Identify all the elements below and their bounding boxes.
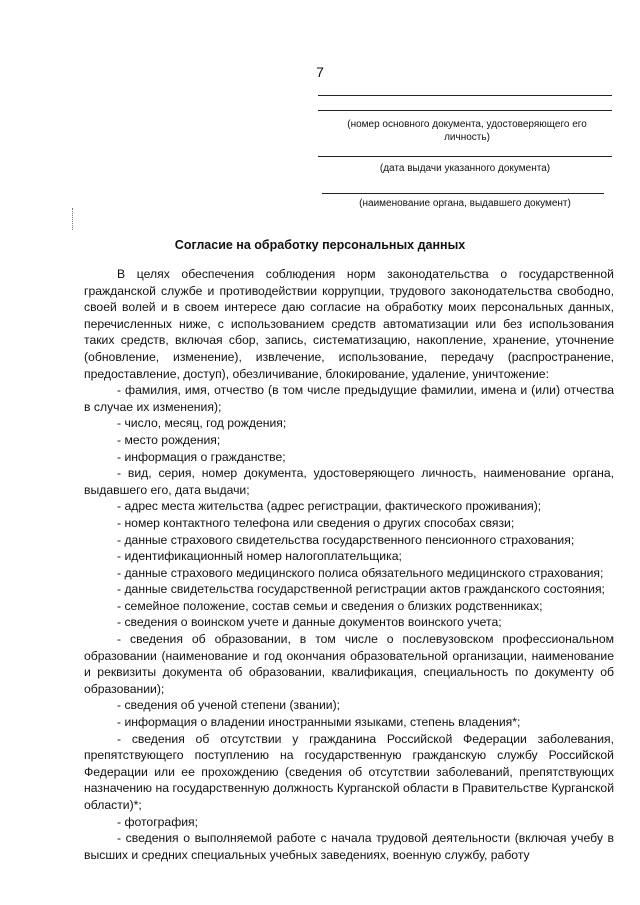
data-items-list	[84, 382, 614, 863]
document-number-line-2	[318, 110, 612, 111]
list-item: - семейное положение, состав семьи и сведения о близких родственниках;	[117, 598, 543, 613]
list-item: - место рождения;	[117, 432, 221, 447]
list-item: - номер контактного телефона или сведения о других способах связи;	[117, 515, 515, 530]
list-item: - идентификационный номер налогоплательщика;	[117, 549, 402, 564]
intro-paragraph: В целях обеспечения соблюдения норм законодательства о государственной гражданской службе и противодействии коррупции, трудового законодательства свободно, своей волей и в своем интересе даю согласие на обработку моих персональных данных, перечисленных ниже, с использованием средств автоматизации или без использования таких средств, включая сбор, запись, систематизацию, накопление, хранение, уточнение (обновление, изменение), извлечение, использование, передачу (распространение, предоставление, доступ), обезличивание, блокирование, удаление, уничтожение:	[84, 267, 614, 381]
list-item: - фотография;	[117, 814, 199, 829]
list-item: - данные страхового свидетельства государственного пенсионного страхования;	[117, 532, 575, 547]
list-item: - сведения об отсутствии у гражданина Российской Федерации заболевания, препятствующего поступлению на государственную гражданскую службу Российской Федерации или ее прохождению (сведения об отсутствии заболеваний, препятствующих назначению на государственную должность Курганской области в Правительстве Курганской области)*;	[84, 731, 614, 812]
list-item: - данные свидетельства государственной регистрации актов гражданского состояния;	[117, 582, 605, 597]
list-item: - сведения об образовании, в том числе о послевузовском профессиональном образовании (наименование и год окончания образовательной организации, наименование и реквизиты документа об образовании, квалификация, специальность по документу об образовании);	[84, 632, 614, 696]
list-item: - информация о владении иностранными языками, степень владения*;	[117, 715, 521, 730]
document-title: Согласие на обработку персональных данных	[174, 238, 466, 252]
list-item: - сведения о воинском учете и данные документов воинского учета;	[117, 615, 502, 630]
list-item: - адрес места жительства (адрес регистрации, фактического проживания);	[117, 499, 542, 514]
list-item: - фамилия, имя, отчество (в том числе предыдущие фамилии, имена и (или) отчества в случае их изменения);	[84, 383, 614, 414]
list-item: - информация о гражданстве;	[117, 449, 286, 464]
list-item: - сведения об ученой степени (звании);	[117, 698, 341, 713]
issue-date-caption: (дата выдачи указанного документа)	[379, 163, 551, 174]
page-number: 7	[316, 64, 324, 80]
list-item: - сведения о выполняемой работе с начала трудовой деятельности (включая учебу в высших и средних специальных учебных заведениях, военную службу, работу	[84, 831, 614, 862]
issue-date-line	[318, 156, 612, 157]
issuer-line	[322, 193, 604, 194]
margin-scan-mark	[72, 208, 76, 230]
document-number-caption: (номер основного документа, удостоверяющего его личность)	[347, 119, 587, 143]
consent-body	[84, 266, 614, 863]
list-item: - данные страхового медицинского полиса обязательного медицинского страхования;	[117, 565, 604, 580]
document-number-line	[318, 95, 612, 96]
list-item: - число, месяц, год рождения;	[117, 416, 287, 431]
list-item: - вид, серия, номер документа, удостоверяющего личность, наименование органа, выдавшего его, дата выдачи;	[84, 466, 614, 497]
issuer-caption: (наименование органа, выдавшего документ)	[359, 198, 571, 209]
